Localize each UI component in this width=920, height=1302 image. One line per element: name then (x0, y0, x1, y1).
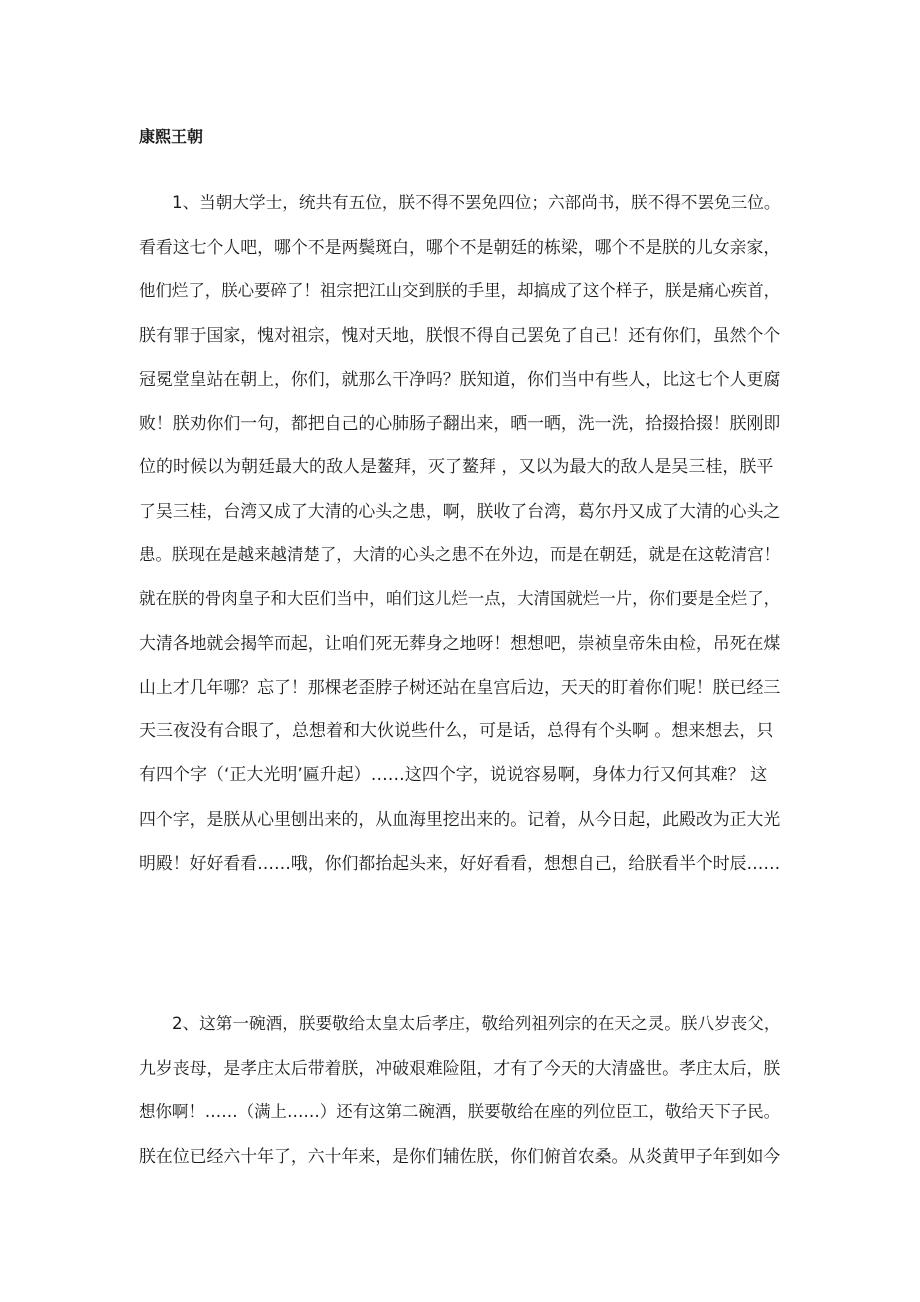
paragraph-1-line: 就在朕的骨肉皇子和大臣们当中，咱们这儿烂一点，大清国就烂一片，你们要是全烂了， (139, 589, 781, 608)
paragraph-1-line: 明殿！好好看看……哦，你们都抬起头来，好好看看，想想自己，给朕看半个时辰…… (139, 853, 781, 873)
document-title: 康熙王朝 (139, 127, 204, 146)
paragraph-1-line: 冠冕堂皇站在朝上，你们，就那么干净吗？朕知道，你们当中有些人，比这七个人更腐 (139, 369, 781, 389)
paragraph-1-line: 了吴三桂，台湾又成了大清的心头之患，啊，朕收了台湾，葛尔丹又成了大清的心头之 (139, 501, 781, 521)
paragraph-1-line: 患。朕现在是越来越清楚了，大清的心头之患不在外边，而是在朝廷，就是在这乾清宫！ (139, 545, 781, 564)
paragraph-1-line: 有四个字（‘正大光明’匾升起）……这四个字，说说容易啊，身体力行又何其难？ 这 (139, 765, 768, 785)
paragraph-2-line: 2、这第一碗酒，朕要敬给太皇太后孝庄，敬给列祖列宗的在天之灵。朕八岁丧父， (172, 1014, 781, 1033)
paragraph-1-line: 看看这七个人吧，哪个不是两鬓斑白，哪个不是朝廷的栋梁，哪个不是朕的儿女亲家， (139, 237, 781, 257)
paragraph-1-line: 位的时候以为朝廷最大的敌人是鳌拜，灭了鳌拜 ，又以为最大的敌人是吴三桂，朕平 (139, 457, 774, 477)
paragraph-1-line: 大清各地就会揭竿而起，让咱们死无葬身之地呀！想想吧，崇祯皇帝朱由检，吊死在煤 (139, 633, 781, 653)
paragraph-1-line: 四个字，是朕从心里刨出来的，从血海里挖出来的。记着，从今日起，此殿改为正大光 (139, 809, 781, 829)
paragraph-1-line: 败！朕劝你们一句，都把自己的心肺肠子翻出来，晒一晒，洗一洗，拾掇拾掇！朕刚即 (139, 413, 781, 433)
paragraph-1-line: 朕有罪于国家，愧对祖宗，愧对天地，朕恨不得自己罢免了自己！还有你们，虽然个个 (139, 325, 781, 345)
paragraph-1-line: 天三夜没有合眼了，总想着和大伙说些什么，可是话，总得有个头啊 。想来想去，只 (139, 721, 774, 741)
paragraph-2-line: 想你啊！……（满上……）还有这第二碗酒，朕要敬给在座的列位臣工，敬给天下子民。 (139, 1102, 781, 1121)
paragraph-2-line: 九岁丧母，是孝庄太后带着朕，冲破艰难险阻，才有了今天的大清盛世。孝庄太后，朕 (139, 1058, 781, 1078)
paragraph-1-line: 山上才几年哪？忘了！那棵老歪脖子树还站在皇宫后边，天天的盯着你们呢！朕已经三 (139, 677, 781, 697)
paragraph-1-line: 他们烂了，朕心要碎了！祖宗把江山交到朕的手里，却搞成了这个样子，朕是痛心疾首， (139, 281, 781, 300)
paragraph-2-line: 朕在位已经六十年了，六十年来，是你们辅佐朕，你们俯首农桑。从炎黄甲子年到如今 (139, 1146, 781, 1166)
paragraph-1-line: 1、当朝大学士，统共有五位，朕不得不罢免四位；六部尚书，朕不得不罢免三位。 (172, 193, 781, 212)
